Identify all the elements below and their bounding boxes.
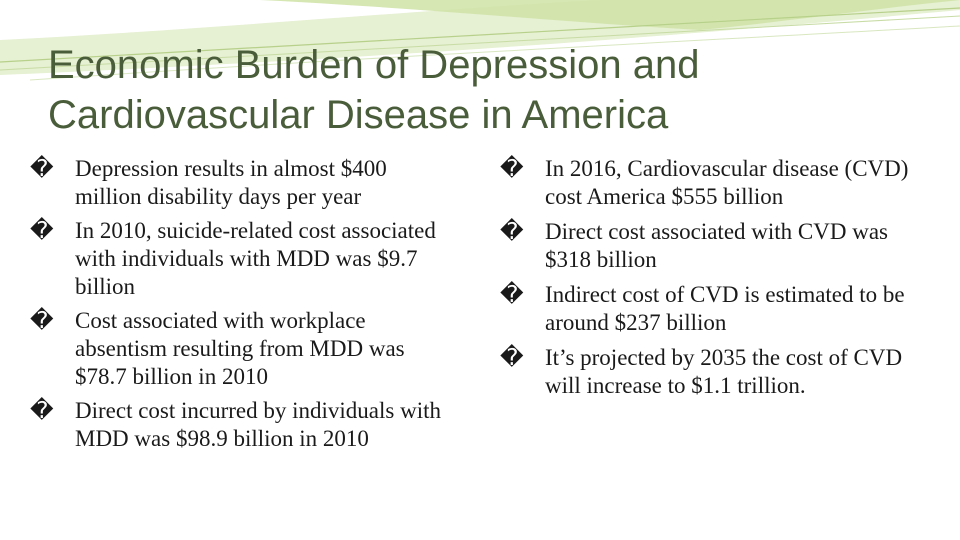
bullet-text: Depression results in almost $400 million disability days per year [75, 156, 387, 209]
bullet-text: Cost associated with workplace absentism resulting from MDD was $78.7 billion in 2010 [75, 308, 405, 389]
left-column [30, 155, 450, 459]
bullet-text: It’s projected by 2035 the cost of CVD will increase to $1.1 trillion. [545, 345, 903, 398]
list-item [500, 218, 920, 274]
list-item [30, 397, 450, 453]
title-line-2: Cardiovascular Disease in America [48, 93, 669, 137]
list-item [500, 155, 920, 211]
list-item [500, 344, 920, 400]
bullet-icon: � [30, 308, 54, 333]
list-item [500, 281, 920, 337]
list-item [30, 307, 450, 391]
bullet-icon: � [500, 219, 524, 244]
bullet-icon: � [500, 156, 524, 181]
bullet-icon: � [30, 398, 54, 423]
bullet-icon: � [500, 282, 524, 307]
bullet-icon: � [30, 218, 54, 243]
bullet-text: Direct cost associated with CVD was $318 billion [545, 219, 889, 272]
right-column [500, 155, 920, 407]
bullet-icon: � [500, 345, 524, 370]
title-line-1: Economic Burden of Depression and [48, 43, 700, 87]
bullet-text: Indirect cost of CVD is estimated to be around $237 billion [545, 282, 905, 335]
bullet-text: In 2010, suicide-related cost associated with individuals with MDD was $9.7 billion [75, 218, 436, 299]
list-item [30, 217, 450, 301]
bullet-text: In 2016, Cardiovascular disease (CVD) cost America $555 billion [545, 156, 909, 209]
list-item [30, 155, 450, 211]
bullet-text: Direct cost incurred by individuals with MDD was $98.9 billion in 2010 [75, 398, 442, 451]
slide-title [48, 40, 928, 140]
bullet-icon: � [30, 156, 54, 181]
